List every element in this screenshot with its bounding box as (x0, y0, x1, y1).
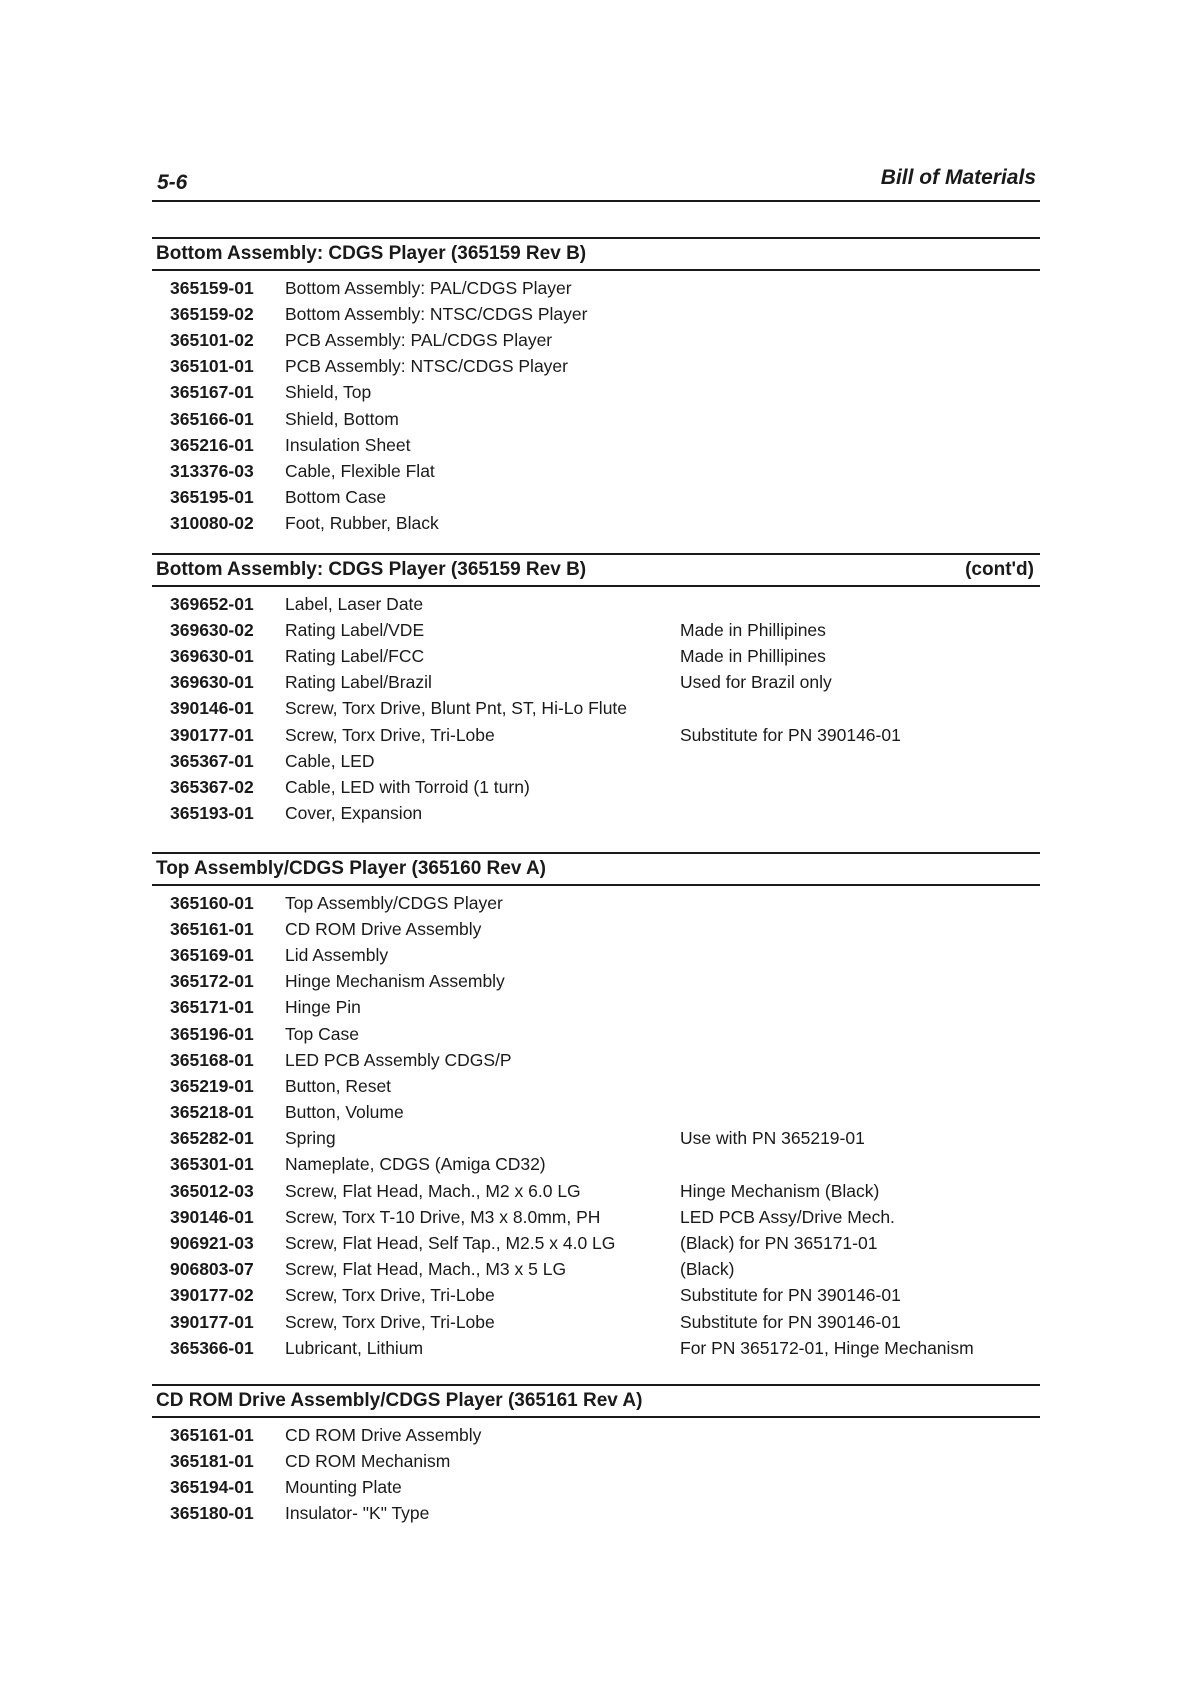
part-note: For PN 365172-01, Hinge Mechanism (680, 1337, 974, 1358)
part-note: Made in Phillipines (680, 645, 826, 666)
part-number: 310080-02 (170, 513, 254, 534)
part-description: Rating Label/VDE (285, 619, 425, 640)
parts-list (152, 886, 1040, 1361)
part-number: 365367-01 (170, 750, 254, 771)
part-description: Top Assembly/CDGS Player (285, 892, 503, 913)
part-number: 390146-01 (170, 698, 254, 719)
table-row (152, 1100, 1040, 1126)
bom-section-cdrom-drive-assembly (152, 1384, 1040, 1527)
part-number: 906803-07 (170, 1259, 254, 1280)
part-description: Hinge Pin (285, 997, 361, 1018)
section-header (152, 1384, 1040, 1418)
part-description: LED PCB Assembly CDGS/P (285, 1049, 512, 1070)
table-row (152, 1047, 1040, 1073)
part-number: 365161-01 (170, 918, 254, 939)
parts-list (152, 271, 1040, 537)
section-header (152, 852, 1040, 886)
table-row (152, 432, 1040, 458)
part-description: Cable, Flexible Flat (285, 460, 435, 481)
part-number: 365367-02 (170, 776, 254, 797)
part-description: Button, Volume (285, 1102, 404, 1123)
part-number: 369630-02 (170, 619, 254, 640)
table-row (152, 969, 1040, 995)
table-row (152, 380, 1040, 406)
part-number: 390177-01 (170, 1311, 254, 1332)
part-description: Screw, Torx Drive, Tri-Lobe (285, 724, 495, 745)
part-description: Lubricant, Lithium (285, 1337, 424, 1358)
part-description: PCB Assembly: NTSC/CDGS Player (285, 356, 568, 377)
part-description: Insulator- "K" Type (285, 1503, 430, 1524)
parts-list (152, 587, 1040, 827)
part-note: Used for Brazil only (680, 672, 832, 693)
table-row (152, 1422, 1040, 1448)
part-number: 365180-01 (170, 1503, 254, 1524)
table-row (152, 617, 1040, 643)
part-note: LED PCB Assy/Drive Mech. (680, 1206, 895, 1227)
part-description: Mounting Plate (285, 1476, 402, 1497)
part-description: Rating Label/Brazil (285, 672, 432, 693)
bom-section-bottom-assembly-contd (152, 553, 1040, 827)
bom-section-top-assembly (152, 852, 1040, 1361)
part-description: Nameplate, CDGS (Amiga CD32) (285, 1154, 546, 1175)
part-note: (Black) (680, 1259, 735, 1280)
part-description: PCB Assembly: PAL/CDGS Player (285, 329, 553, 350)
part-number: 365168-01 (170, 1049, 254, 1070)
part-number: 390177-02 (170, 1285, 254, 1306)
table-row (152, 1126, 1040, 1152)
part-description: Screw, Torx Drive, Tri-Lobe (285, 1311, 495, 1332)
part-note: Made in Phillipines (680, 619, 826, 640)
part-description: CD ROM Drive Assembly (285, 918, 482, 939)
part-description: Top Case (285, 1023, 359, 1044)
part-number: 369630-01 (170, 645, 254, 666)
table-row (152, 774, 1040, 800)
part-note: Substitute for PN 390146-01 (680, 1311, 901, 1332)
table-row (152, 458, 1040, 484)
part-number: 390146-01 (170, 1206, 254, 1227)
table-row (152, 275, 1040, 301)
section-title: Bottom Assembly: CDGS Player (365159 Rev B) (156, 243, 587, 264)
table-row (152, 511, 1040, 537)
part-number: 365172-01 (170, 971, 254, 992)
part-number: 313376-03 (170, 460, 254, 481)
part-number: 365167-01 (170, 382, 254, 403)
part-number: 365160-01 (170, 892, 254, 913)
part-description: Insulation Sheet (285, 434, 411, 455)
part-number: 365194-01 (170, 1476, 254, 1497)
part-number: 365218-01 (170, 1102, 254, 1123)
part-number: 365181-01 (170, 1450, 254, 1471)
part-description: Bottom Assembly: NTSC/CDGS Player (285, 303, 588, 324)
table-row (152, 354, 1040, 380)
part-description: Hinge Mechanism Assembly (285, 971, 505, 992)
table-row (152, 485, 1040, 511)
part-description: Bottom Case (285, 487, 387, 508)
table-row (152, 327, 1040, 353)
section-header (152, 237, 1040, 271)
part-number: 365193-01 (170, 803, 254, 824)
table-row (152, 643, 1040, 669)
parts-list (152, 1418, 1040, 1527)
table-row (152, 301, 1040, 327)
part-number: 365216-01 (170, 434, 254, 455)
table-row (152, 1335, 1040, 1361)
part-number: 906921-03 (170, 1233, 254, 1254)
part-number: 365161-01 (170, 1424, 254, 1445)
part-description: Screw, Flat Head, Mach., M3 x 5 LG (285, 1259, 567, 1280)
table-row (152, 1283, 1040, 1309)
table-row (152, 995, 1040, 1021)
part-number: 365366-01 (170, 1337, 254, 1358)
section-title: Bottom Assembly: CDGS Player (365159 Rev B) (156, 559, 587, 580)
table-row (152, 1152, 1040, 1178)
part-description: Shield, Bottom (285, 408, 399, 429)
part-number: 365101-01 (170, 356, 254, 377)
page-number: 5-6 (157, 171, 188, 194)
part-description: Cable, LED with Torroid (1 turn) (285, 776, 530, 797)
part-description: Screw, Torx Drive, Blunt Pnt, ST, Hi-Lo Flute (285, 698, 628, 719)
table-row (152, 1021, 1040, 1047)
table-row (152, 1178, 1040, 1204)
part-description: Button, Reset (285, 1075, 392, 1096)
part-description: Screw, Torx Drive, Tri-Lobe (285, 1285, 495, 1306)
table-row (152, 670, 1040, 696)
page-title: Bill of Materials (880, 166, 1036, 189)
part-number: 365166-01 (170, 408, 254, 429)
table-row (152, 591, 1040, 617)
table-row (152, 406, 1040, 432)
part-note: Substitute for PN 390146-01 (680, 724, 901, 745)
part-description: Bottom Assembly: PAL/CDGS Player (285, 277, 572, 298)
part-number: 365159-01 (170, 277, 254, 298)
part-number: 365219-01 (170, 1075, 254, 1096)
part-description: Foot, Rubber, Black (285, 513, 439, 534)
table-row (152, 1204, 1040, 1230)
table-row (152, 1073, 1040, 1099)
header-divider (152, 200, 1040, 202)
table-row (152, 748, 1040, 774)
part-description: Label, Laser Date (285, 593, 424, 614)
part-description: Shield, Top (285, 382, 372, 403)
table-row (152, 1257, 1040, 1283)
part-note: (Black) for PN 365171-01 (680, 1233, 878, 1254)
table-row (152, 1474, 1040, 1500)
part-note: Use with PN 365219-01 (680, 1128, 865, 1149)
continued-label: (cont'd) (965, 559, 1034, 580)
part-description: Screw, Torx T-10 Drive, M3 x 8.0mm, PH (285, 1206, 601, 1227)
section-title: CD ROM Drive Assembly/CDGS Player (365161 Rev A) (156, 1390, 643, 1411)
table-row (152, 1448, 1040, 1474)
table-row (152, 1230, 1040, 1256)
part-number: 365195-01 (170, 487, 254, 508)
table-row (152, 801, 1040, 827)
part-number: 390177-01 (170, 724, 254, 745)
part-number: 369630-01 (170, 672, 254, 693)
table-row (152, 942, 1040, 968)
part-note: Substitute for PN 390146-01 (680, 1285, 901, 1306)
part-number: 365171-01 (170, 997, 254, 1018)
part-description: CD ROM Mechanism (285, 1450, 451, 1471)
part-description: Lid Assembly (285, 944, 389, 965)
part-number: 365101-02 (170, 329, 254, 350)
part-number: 365159-02 (170, 303, 254, 324)
part-note: Hinge Mechanism (Black) (680, 1180, 880, 1201)
part-number: 369652-01 (170, 593, 254, 614)
part-description: Screw, Flat Head, Self Tap., M2.5 x 4.0 LG (285, 1233, 616, 1254)
table-row (152, 1309, 1040, 1335)
part-description: Screw, Flat Head, Mach., M2 x 6.0 LG (285, 1180, 581, 1201)
table-row (152, 722, 1040, 748)
part-description: Rating Label/FCC (285, 645, 425, 666)
table-row (152, 916, 1040, 942)
table-row (152, 696, 1040, 722)
part-number: 365196-01 (170, 1023, 254, 1044)
part-description: Cable, LED (285, 750, 375, 771)
section-header (152, 553, 1040, 587)
part-description: Cover, Expansion (285, 803, 423, 824)
part-description: Spring (285, 1128, 336, 1149)
part-number: 365012-03 (170, 1180, 254, 1201)
section-title: Top Assembly/CDGS Player (365160 Rev A) (156, 858, 547, 879)
table-row (152, 1501, 1040, 1527)
part-number: 365169-01 (170, 944, 254, 965)
table-row (152, 890, 1040, 916)
part-description: CD ROM Drive Assembly (285, 1424, 482, 1445)
part-number: 365301-01 (170, 1154, 254, 1175)
part-number: 365282-01 (170, 1128, 254, 1149)
bom-section-bottom-assembly (152, 237, 1040, 537)
